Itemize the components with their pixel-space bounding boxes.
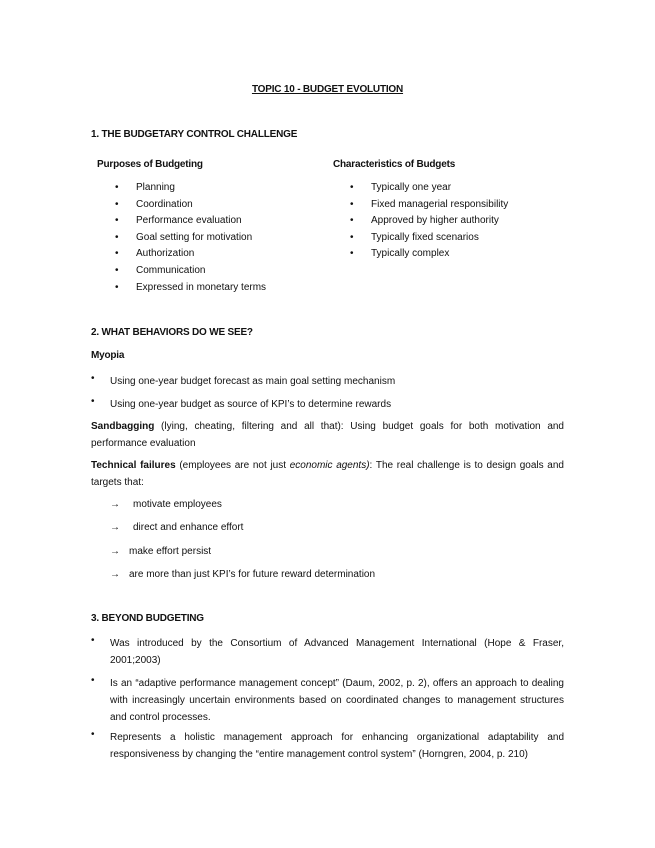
list-item: • Using one-year budget as source of KPI’s to determine rewards <box>91 396 392 410</box>
list-item: • Performance evaluation <box>115 215 242 227</box>
bullet-icon: • <box>350 215 354 227</box>
purposes-list <box>115 182 267 298</box>
technical-failures-term: Technical failures <box>91 460 176 471</box>
arrow-icon: → <box>110 499 120 510</box>
myopia-title: Myopia <box>91 350 125 361</box>
list-item: • Typically fixed scenarios <box>350 231 479 243</box>
page-title: TOPIC 10 - BUDGET EVOLUTION <box>251 84 404 95</box>
section-3-heading: 3. BEYOND BUDGETING <box>91 613 204 624</box>
characteristics-title: Characteristics of Budgets <box>333 159 456 170</box>
bullet-icon: • <box>115 281 119 293</box>
sandbagging-paragraph: Sandbagging (lying, cheating, filtering and all that): Using budget goals for both motivation and performance evaluation <box>91 421 564 449</box>
list-item: • Was introduced by the Consortium of Advanced Management International (Hope & Fraser, 2001;2003) <box>91 635 564 666</box>
bullet-icon: • <box>115 248 119 260</box>
list-item: • Typically one year <box>350 182 452 193</box>
bullet-icon: • <box>115 264 119 276</box>
arrow-icon: → <box>110 522 120 533</box>
list-item: • Planning <box>115 182 175 193</box>
list-item: • Expressed in monetary terms <box>115 281 267 293</box>
sandbagging-term: Sandbagging <box>91 421 155 432</box>
characteristics-list <box>350 182 509 265</box>
list-item: • Typically complex <box>350 248 450 260</box>
section-1-heading: 1. THE BUDGETARY CONTROL CHALLENGE <box>91 129 298 140</box>
bullet-icon: • <box>91 675 95 686</box>
list-item: • Coordination <box>115 198 193 210</box>
document-page: TOPIC 10 - BUDGET EVOLUTION 1. THE BUDGETARY CONTROL CHALLENGE Purposes of Budgeting • Planning • Coordination • Performance evaluation • Goal setting for motivation • Authorization • Communication • Expressed in monetary terms Characteristics of Budgets • Typically one year • Fixed managerial responsibility • Approved by higher authority • Typically fixed scenarios • Typically complex 2. WHAT BEHAVIORS DO WE SEE? Myopia • Using one-year budget forecast as main goal setting mechanism • Using one-year budget as source of KPI’s to determine rewards Sandbagging (lying, cheating, filtering and all that): Using budget goals for both motivation and performance evaluation Technical failures (employees are not just economic agents): The real challenge is to design goals and targets that: → motivate employees → direct and enhance effort → make effort persist → are more than just KPI’s for future reward determination 3. BEYOND BUDGETING • Was introduced by the Consortium of Advanced Management International (Hope & Fraser, 2001;2003) • Is an “adaptive performance management concept” (Daum, 2002, p. 2), offers an approach to dealing with increasingly uncertain environments based on coordinated changes to management structures and control processes. • Represents a holistic management approach for enhancing organizational adaptability and responsiveness by changing the “entire management control system” (Horngren, 2004, p. 210) <box>0 0 655 848</box>
bullet-icon: • <box>91 396 95 407</box>
list-item: • Is an “adaptive performance management concept” (Daum, 2002, p. 2), offers an approach to dealing with increasingly uncertain environments based on coordinated changes to management structures and control processes. <box>91 675 564 723</box>
bullet-icon: • <box>350 198 354 210</box>
list-item: • Approved by higher authority <box>350 215 499 227</box>
bullet-icon: • <box>91 729 95 740</box>
list-item: • Fixed managerial responsibility <box>350 198 509 210</box>
bullet-icon: • <box>350 231 354 243</box>
bullet-icon: • <box>350 248 354 260</box>
technical-failures-paragraph: Technical failures (employees are not just economic agents): The real challenge is to design goals and targets that: <box>91 460 564 488</box>
list-item: • Authorization <box>115 248 195 260</box>
bullet-icon: • <box>115 231 119 243</box>
bullet-icon: • <box>350 182 354 193</box>
list-item: • Represents a holistic management approach for enhancing organizational adaptability and responsiveness by changing the “entire management control system” (Horngren, 2004, p. 210) <box>91 729 564 760</box>
bullet-icon: • <box>115 198 119 210</box>
section-2-heading: 2. WHAT BEHAVIORS DO WE SEE? <box>91 327 253 338</box>
bullet-icon: • <box>115 182 119 193</box>
list-item: • Communication <box>115 264 206 276</box>
list-item: • Goal setting for motivation <box>115 231 253 243</box>
arrow-icon: → <box>110 569 120 580</box>
arrow-icon: → <box>110 546 120 557</box>
bullet-icon: • <box>91 373 95 384</box>
bullet-icon: • <box>115 215 119 227</box>
purposes-title: Purposes of Budgeting <box>97 159 203 170</box>
list-item: • Using one-year budget forecast as main goal setting mechanism <box>91 373 396 387</box>
bullet-icon: • <box>91 635 95 646</box>
